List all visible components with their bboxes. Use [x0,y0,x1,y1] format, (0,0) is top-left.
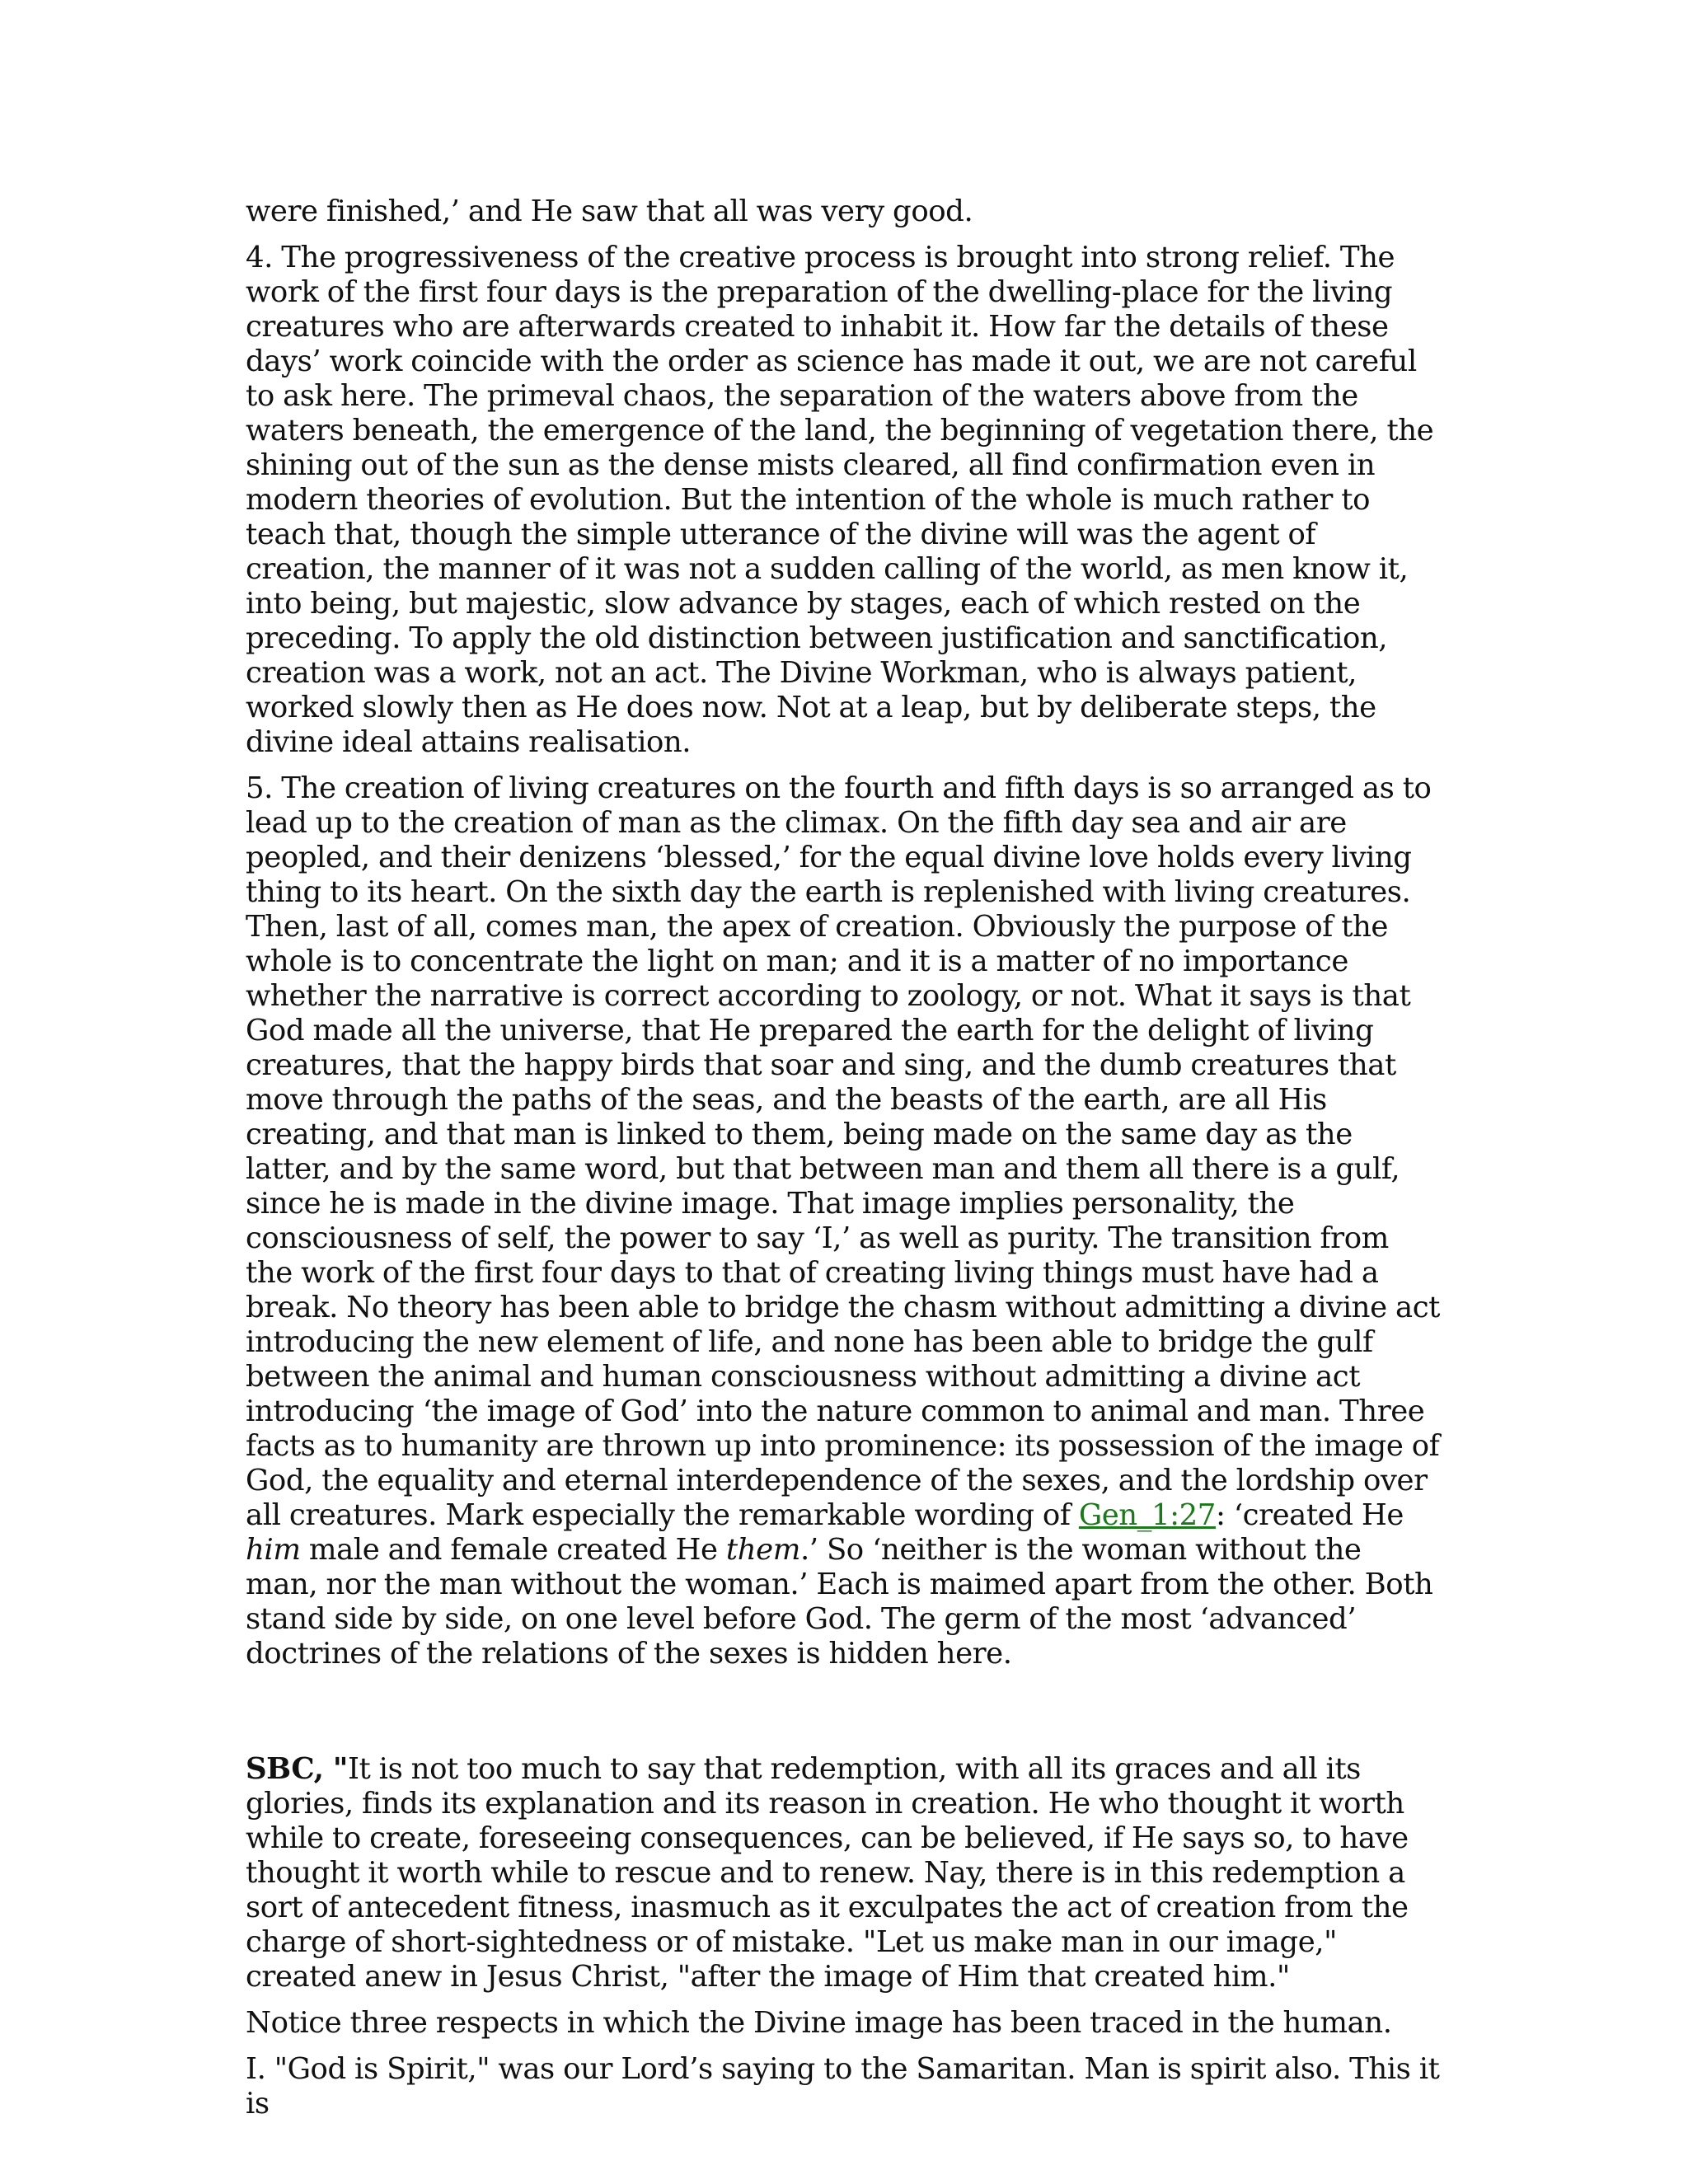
scripture-link-gen-1-27[interactable]: Gen_1:27 [1078,1498,1216,1532]
paragraph-point-5-text-b: : ‘created He [1215,1498,1404,1532]
sbc-text: It is not too much to say that redemption, with all its graces and all its glories, finds its explanation and its reason in creation. He who thought it worth while to create, foreseeing consequences, can be believed, if He says so, to have thought it worth while to rescue and to renew. Nay, there is in this redemption a sort of antecedent fitness, inasmuch as it exculpates the act of creation from the charge of short-sightedness or of mistake. "Let us make man in our image," created anew in Jesus Christ, "after the image of Him that created him." [246,1752,1409,1994]
paragraph-notice: Notice three respects in which the Divine image has been traced in the human. [246,2006,1392,2040]
emphasis-them: them [725,1533,800,1567]
document-page [246,194,1441,2133]
paragraph-point-I: I. "God is Spirit," was our Lord’s saying to the Samaritan. Man is spirit also. This it is [246,2052,1440,2121]
paragraph-point-5 [246,771,1441,1671]
paragraph-point-5-text-a: 5. The creation of living creatures on the fourth and fifth days is so arranged as to lead up to the creation of man as the climax. On the fifth day sea and air are peopled, and their denizens ‘blessed,’ for the equal divine love holds every living thing to its heart. On the sixth day the earth is replenished with living creatures. Then, last of all, comes man, the apex of creation. Obviously the purpose of the whole is to concentrate the light on man; and it is a matter of no importance whether the narrative is correct according to zoology, or not. What it says is that God made all the universe, that He prepared the earth for the delight of living creatures, that the happy birds that soar and sing, and the dumb creatures that move through the paths of the seas, and the beasts of the earth, are all His creating, and that man is linked to them, being made on the same day as the latter, and by the same word, but that between man and them all there is a gulf, since he is made in the divine image. That image implies personality, the consciousness of self, the power to say ‘I,’ as well as purity. The transition from the work of the first four days to that of creating living things must have had a break. No theory has been able to bridge the chasm without admitting a divine act introducing the new element of life, and none has been able to bridge the gulf between the animal and human consciousness without admitting a divine act introducing ‘the image of God’ into the nature common to animal and man. Three facts as to humanity are thrown up into prominence: its possession of the image of God, the equality and eternal interdependence of the sexes, and the lordship over all creatures. Mark especially the remarkable wording of [246,771,1440,1532]
sbc-label: SBC, " [246,1752,348,1786]
paragraph-sbc [246,1752,1441,1994]
paragraph-point-4: 4. The progressiveness of the creative process is brought into strong relief. The work of the first four days is the preparation of the dwelling-place for the living creatures who are afterwards created to inhabit it. How far the details of these days’ work coincide with the order as science has made it out, we are not careful to ask here. The primeval chaos, the separation of the waters above from the waters beneath, the emergence of the land, the beginning of vegetation there, the shining out of the sun as the dense mists cleared, all find confirmation even in modern theories of evolution. But the intention of the whole is much rather to teach that, though the simple utterance of the divine will was the agent of creation, the manner of it was not a sudden calling of the world, as men know it, into being, but majestic, slow advance by stages, each of which rested on the preceding. To apply the old distinction between justification and sanctification, creation was a work, not an act. The Divine Workman, who is always patient, worked slowly then as He does now. Not at a leap, but by deliberate steps, the divine ideal attains realisation. [246,241,1434,759]
section-spacer [246,1683,1441,1752]
paragraph-continuation: were finished,’ and He saw that all was very good. [246,194,973,228]
emphasis-him: him [246,1533,301,1567]
paragraph-point-5-text-d: .’ So ‘neither is the woman without the man, nor the man without the woman.’ Each is maimed apart from the other. Both stand side by side, on one level before God. The germ of the most ‘advanced’ doctrines of the relations of the sexes is hidden here. [246,1533,1433,1671]
paragraph-point-5-text-c: male and female created He [300,1533,726,1567]
